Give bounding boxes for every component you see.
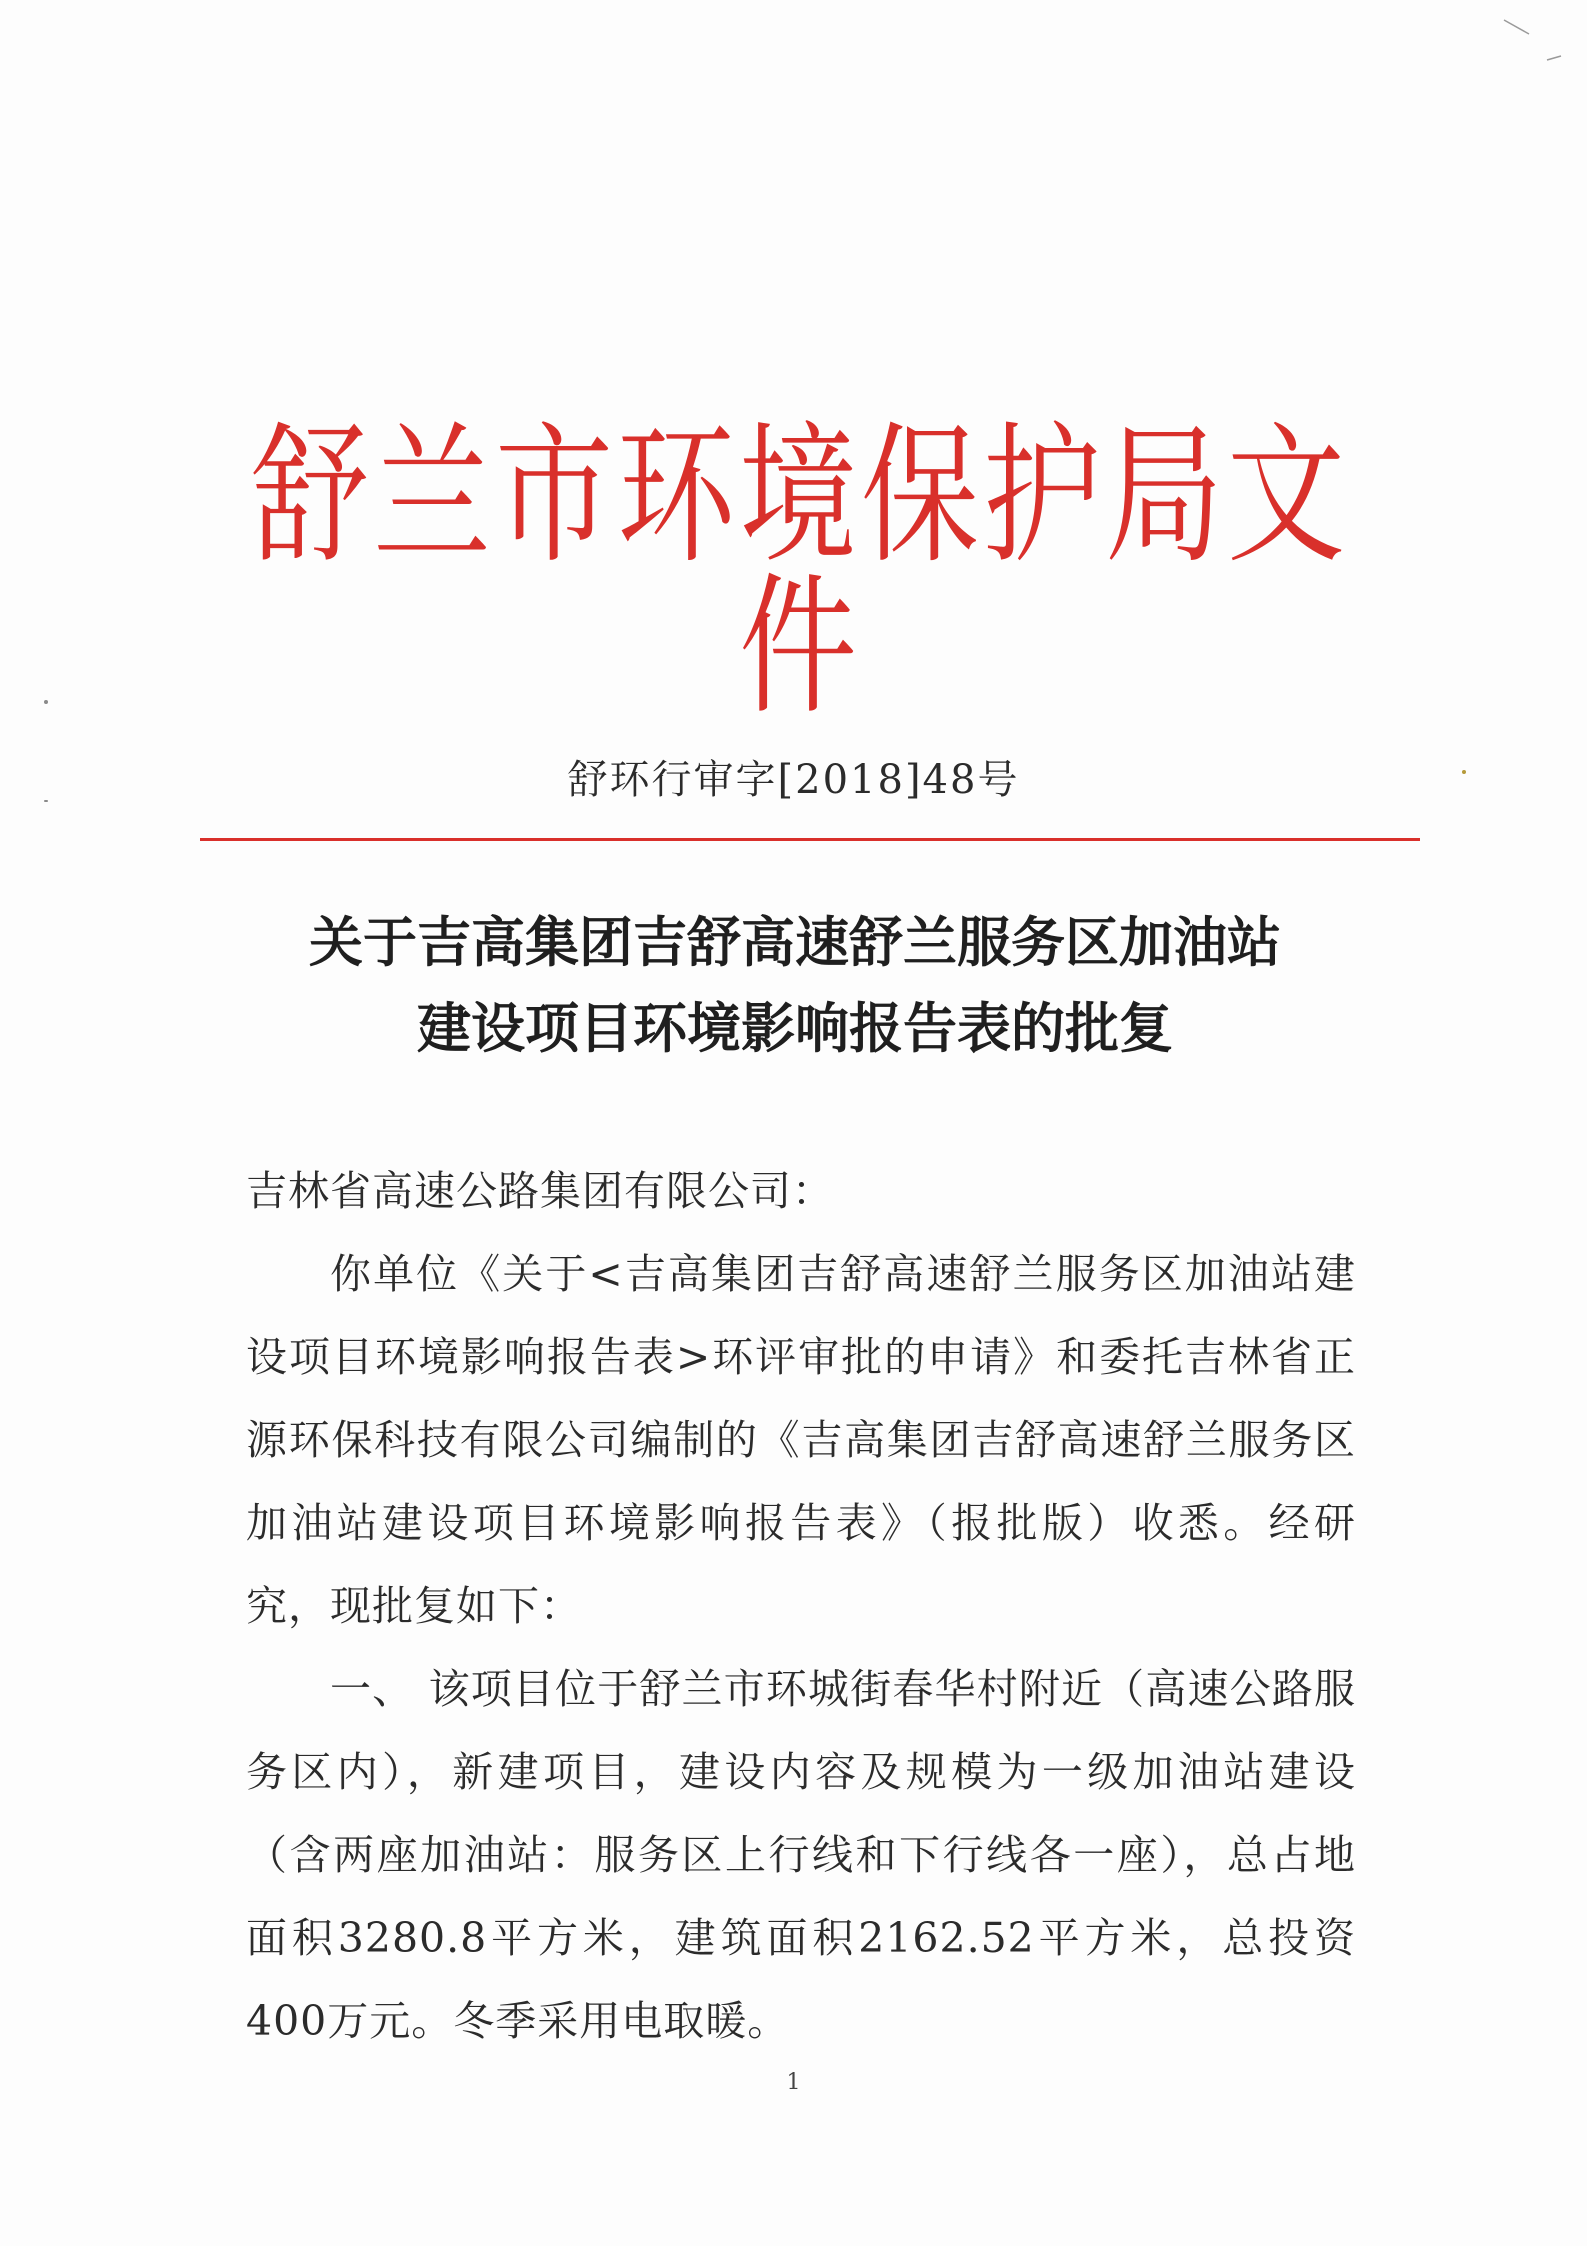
scan-artifact-dot [44,700,48,704]
title-line-1: 关于吉高集团吉舒高速舒兰服务区加油站 [309,911,1281,974]
scan-artifact-mark [1499,12,1569,72]
document-title [200,900,1390,1072]
title-line-2: 建设项目环境影响报告表的批复 [417,997,1173,1060]
salutation: 吉林省高速公路集团有限公司： [246,1167,834,1215]
page-number: 1 [786,2070,801,2095]
document-body [246,1150,1356,2063]
body-paragraph-1: 你单位《关于<吉高集团吉舒高速舒兰服务区加油站建设项目环境影响报告表>环评审批的申请》和委托吉林省正源环保科技有限公司编制的《吉高集团吉舒高速舒兰服务区加油站建设项目环境影响报告表》（报批版）收悉。经研究，现批复如下： [246,1250,1356,1630]
document-masthead: 舒兰市环境保护局文件 [250,407,1349,735]
document-number: 舒环行审字[2018]48号 [567,757,1020,803]
masthead-divider [200,838,1420,841]
body-paragraph-2: 一、 该项目位于舒兰市环城街春华村附近（高速公路服务区内），新建项目，建设内容及规模为一级加油站建设（含两座加油站：服务区上行线和下行线各一座），总占地面积3280.8平方米，建筑面积2162.52平方米，总投资400万元。冬季采用电取暖。 [246,1665,1356,2045]
